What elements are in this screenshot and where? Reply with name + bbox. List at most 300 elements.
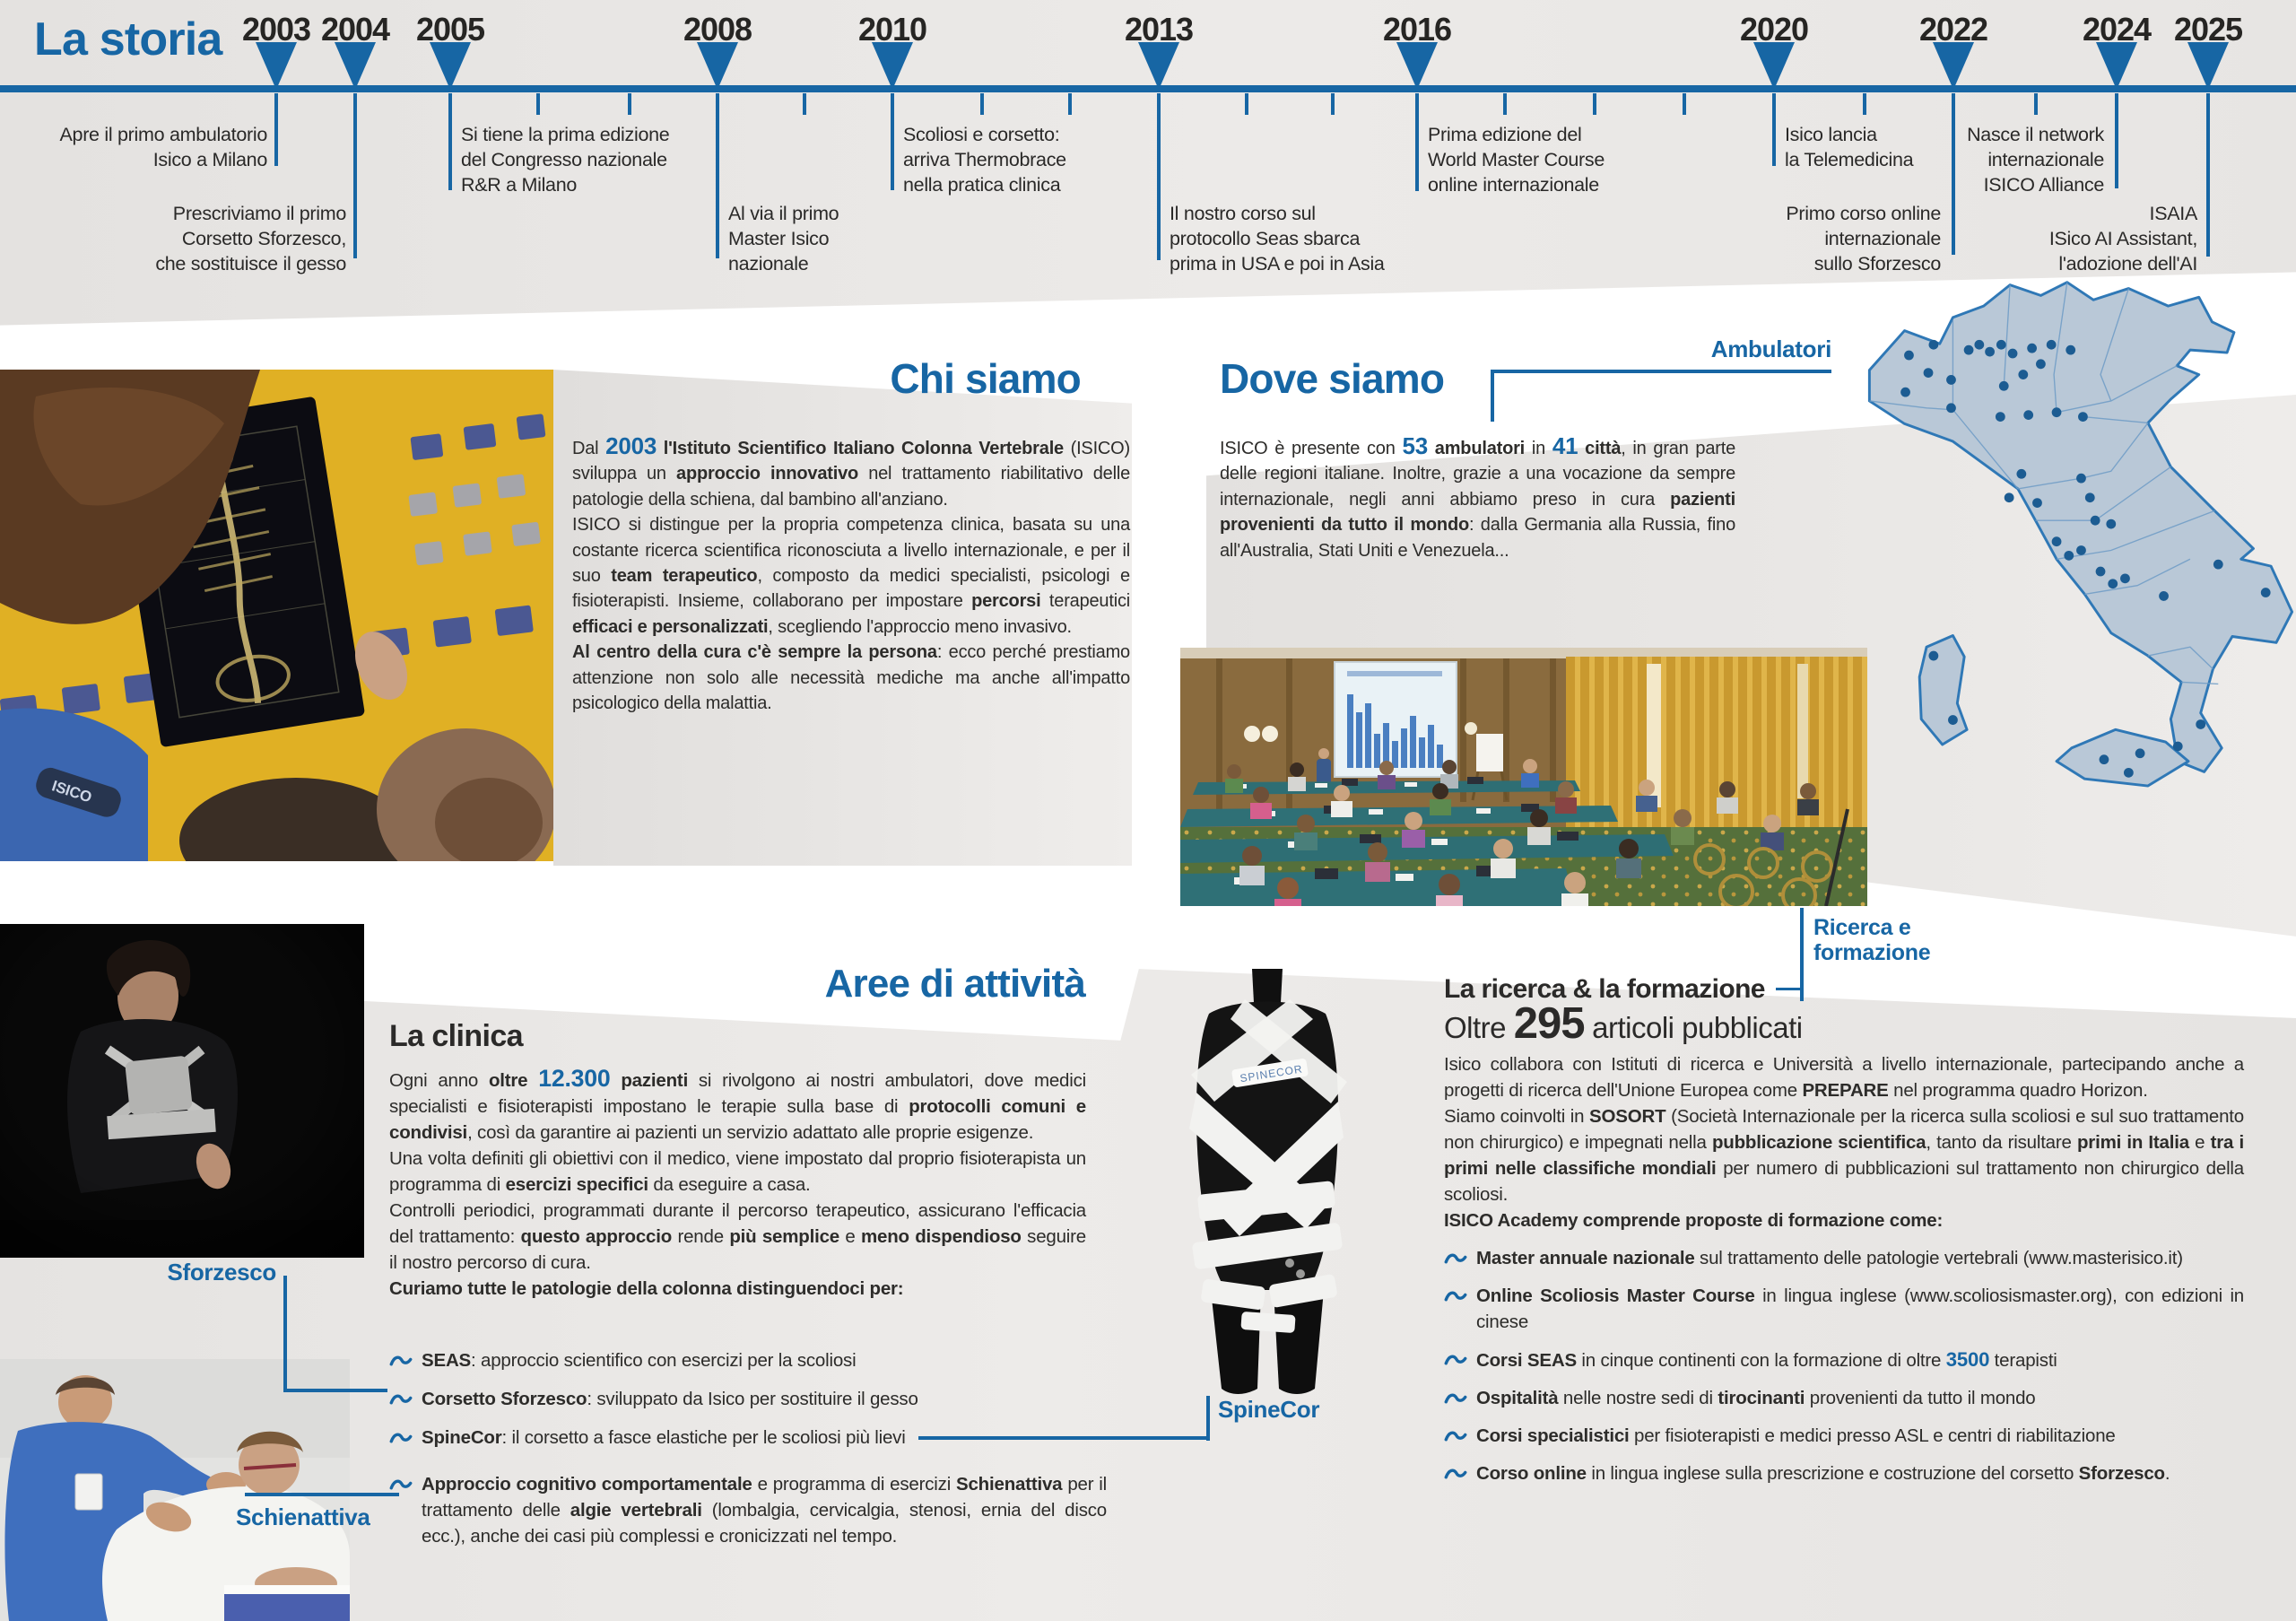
dove-siamo-title: Dove siamo bbox=[1220, 355, 1445, 402]
bullet-text bbox=[422, 1386, 1125, 1412]
timeline-minor-tick bbox=[1068, 93, 1072, 115]
bullet-text bbox=[1476, 1423, 2244, 1449]
list-item bbox=[1444, 1460, 2244, 1486]
text-segment: protocolli comuni e condivisi bbox=[389, 1096, 1086, 1143]
text-segment: . bbox=[2164, 1463, 2170, 1484]
clinica-title: La clinica bbox=[389, 1019, 523, 1053]
clinic-dot bbox=[2052, 536, 2062, 546]
clinic-dot bbox=[2261, 588, 2271, 597]
text-segment: , scegliendo l'approccio meno invasivo. bbox=[768, 616, 1072, 637]
spine-curve-bullet-icon bbox=[1444, 1429, 1467, 1442]
schienattiva-label: Schienattiva bbox=[236, 1503, 370, 1530]
text-segment: più semplice bbox=[729, 1226, 839, 1247]
text-segment: per il trattamento delle bbox=[422, 1474, 1107, 1521]
physio-photo bbox=[0, 1359, 350, 1621]
text-segment: sul trattamento delle patologie vertebrali (www.masterisico.it) bbox=[1694, 1248, 2183, 1268]
timeline-minor-tick bbox=[1245, 93, 1248, 115]
clinic-dot bbox=[1929, 651, 1939, 661]
text-segment: oltre bbox=[488, 1070, 528, 1091]
aree-title: Aree di attività bbox=[824, 962, 1085, 1006]
text-segment: : ecco perché prestiamo attenzione non solo alle necessità mediche ma anche all'impatto psicologico della malattia. bbox=[572, 642, 1130, 714]
clinic-dot bbox=[1904, 351, 1914, 361]
chi-siamo-title: Chi siamo bbox=[890, 355, 1081, 402]
timeline-event-text bbox=[60, 122, 268, 172]
clinic-dot bbox=[2018, 370, 2028, 379]
ambulatori-connector-v bbox=[1491, 370, 1494, 422]
clinic-dot bbox=[1974, 340, 1984, 350]
timeline-minor-tick bbox=[628, 93, 631, 115]
xray-photo bbox=[0, 370, 553, 861]
timeline-event-text-line: Nasce il network bbox=[1967, 124, 2104, 145]
timeline-marker-icon bbox=[697, 42, 738, 90]
text-segment: team terapeutico bbox=[611, 566, 758, 587]
timeline-year: 2024 bbox=[2082, 11, 2152, 48]
clinic-dot bbox=[2173, 742, 2183, 752]
timeline-marker-icon bbox=[335, 42, 376, 90]
ricerca-bullets bbox=[1444, 1245, 2244, 1486]
clinic-dot bbox=[2091, 516, 2100, 526]
timeline-marker-icon bbox=[2187, 42, 2229, 90]
clinic-dot bbox=[2005, 492, 2014, 502]
text-segment: Corso online bbox=[1476, 1463, 1587, 1484]
text-segment: Sforzesco bbox=[2078, 1463, 2165, 1484]
bullet-icon bbox=[389, 1477, 413, 1491]
clinic-dot bbox=[2076, 545, 2086, 555]
timeline-minor-tick bbox=[803, 93, 806, 115]
clinic-dot bbox=[1996, 412, 2005, 422]
paragraph bbox=[389, 1276, 1086, 1302]
bullet-text bbox=[422, 1347, 1125, 1373]
timeline-event-line bbox=[1157, 93, 1161, 260]
text-segment: Corsetto Sforzesco bbox=[422, 1389, 587, 1409]
text-segment: Ogni anno bbox=[389, 1070, 489, 1091]
timeline-minor-tick bbox=[1331, 93, 1335, 115]
timeline-year: 2004 bbox=[320, 11, 390, 48]
list-item bbox=[1444, 1346, 2244, 1373]
timeline-event-text-line: sullo Sforzesco bbox=[1813, 253, 1941, 275]
ricerca-label-line2: formazione bbox=[1813, 940, 1931, 965]
timeline-event-text-line: R&R a Milano bbox=[461, 174, 578, 196]
text-segment: 53 bbox=[1402, 432, 1428, 459]
spinecor-strap-label: SPINECOR bbox=[1239, 1062, 1304, 1085]
text-segment: tra i primi nelle classifiche mondiali bbox=[1444, 1132, 2244, 1179]
timeline-event-text-line: Prescriviamo il primo bbox=[172, 203, 346, 224]
text-segment bbox=[657, 439, 664, 458]
timeline-event-text-line: ISAIA bbox=[2149, 203, 2197, 224]
clinic-dot bbox=[2032, 498, 2042, 508]
clinic-dot bbox=[2036, 359, 2046, 369]
text-segment: l'Istituto Scientifico Italiano Colonna Vertebrale bbox=[663, 439, 1064, 458]
clinica-bullet-schienattiva bbox=[389, 1471, 1107, 1549]
text-segment: Approccio cognitivo comportamentale bbox=[422, 1474, 752, 1495]
ricerca-text bbox=[1444, 1051, 2244, 1233]
timeline-event-line bbox=[1952, 93, 1955, 255]
bullet-icon bbox=[389, 1354, 413, 1367]
clinic-dot bbox=[1996, 340, 2006, 350]
text-segment: nel trattamento riabilitativo delle patologie della schiena, dal bambino all'anziano. bbox=[572, 464, 1130, 510]
sforzesco-label: Sforzesco bbox=[167, 1259, 276, 1285]
timeline-event-text bbox=[155, 201, 346, 276]
text-segment: , tanto da risultare bbox=[1926, 1132, 2077, 1153]
timeline-event-text bbox=[903, 122, 1066, 197]
clinic-dot bbox=[1985, 347, 1995, 357]
spinecor-photo bbox=[1155, 967, 1379, 1407]
text-segment: e bbox=[2188, 1132, 2211, 1153]
clinic-dot bbox=[2135, 748, 2145, 758]
clinic-dot bbox=[2196, 719, 2205, 729]
text-segment: per numero di pubblicazioni sul trattamento non chirurgico della scoliosi. bbox=[1444, 1158, 2244, 1205]
text-segment: SpineCor bbox=[422, 1427, 502, 1448]
ricerca-label-line1: Ricerca e bbox=[1813, 915, 1911, 940]
text-segment: Al centro della cura c'è sempre la persona bbox=[572, 642, 937, 663]
text-segment: : sviluppato da Isico per sostituire il gesso bbox=[587, 1389, 918, 1409]
sforzesco-photo bbox=[0, 924, 364, 1258]
text-segment: Dal bbox=[572, 439, 606, 458]
timeline-year: 2025 bbox=[2173, 11, 2243, 48]
text-segment: Curiamo tutte le patologie della colonna distinguendoci per: bbox=[389, 1278, 904, 1299]
timeline-event-text bbox=[2049, 201, 2197, 276]
list-item bbox=[1444, 1423, 2244, 1449]
paragraph bbox=[1220, 433, 1735, 563]
timeline-event-text-line: nella pratica clinica bbox=[903, 174, 1061, 196]
bullet-icon bbox=[1444, 1353, 1467, 1366]
timeline-event-text-line: online internazionale bbox=[1428, 174, 1599, 196]
sforzesco-connector-h bbox=[283, 1389, 387, 1392]
text-segment: Schienattiva bbox=[956, 1474, 1063, 1495]
list-item bbox=[1444, 1385, 2244, 1411]
timeline-event-text-line: Isico a Milano bbox=[152, 149, 267, 170]
clinica-bullet-seas bbox=[389, 1347, 1125, 1373]
timeline-event-text-line: la Telemedicina bbox=[1785, 149, 1914, 170]
spine-curve-bullet-icon bbox=[389, 1431, 413, 1444]
spine-curve-bullet-icon bbox=[389, 1477, 413, 1491]
timeline-marker-icon bbox=[430, 42, 471, 90]
timeline-event-text-line: ISICO Alliance bbox=[1983, 174, 2104, 196]
spinecor-connector-rule bbox=[918, 1436, 1208, 1440]
text-segment: Una volta definiti gli obiettivi con il medico, viene impostato dal proprio fisioterapista un programma di bbox=[389, 1148, 1086, 1195]
text-segment: Oltre bbox=[1444, 1011, 1514, 1044]
clinic-dot bbox=[2047, 340, 2057, 350]
text-segment: primi in Italia bbox=[2076, 1132, 2189, 1153]
bullet-icon bbox=[1444, 1429, 1467, 1442]
timeline-event-text-line: protocollo Seas sbarca bbox=[1170, 228, 1361, 249]
clinic-dot bbox=[1946, 403, 1956, 413]
clinic-dot bbox=[1929, 340, 1939, 350]
text-segment: , composto da medici specialisti, psicologi e fisioterapisti. Insieme, collaborano per impostare bbox=[572, 566, 1130, 612]
timeline-event-text bbox=[728, 201, 839, 276]
text-segment: , così da garantire ai pazienti un servizio adattato alle proprie esigenze. bbox=[467, 1122, 1034, 1143]
bullet-text bbox=[1476, 1346, 2244, 1373]
timeline-marker-icon bbox=[1753, 42, 1795, 90]
timeline-event-line bbox=[353, 93, 357, 258]
text-segment: : approccio scientifico con esercizi per la scoliosi bbox=[471, 1350, 857, 1371]
clinic-dot bbox=[2085, 492, 2095, 502]
text-segment bbox=[1578, 439, 1585, 458]
timeline-event-text-line: internazionale bbox=[1824, 228, 1941, 249]
paragraph bbox=[572, 640, 1130, 716]
timeline-event-text-line: Prima edizione del bbox=[1428, 124, 1582, 145]
clinic-dot bbox=[2016, 469, 2026, 479]
paragraph bbox=[389, 1146, 1086, 1198]
timeline-year: 2016 bbox=[1382, 11, 1452, 48]
timeline-event-text-line: Si tiene la prima edizione bbox=[461, 124, 670, 145]
timeline-event-text-line: ISico AI Assistant, bbox=[2048, 228, 2197, 249]
paragraph bbox=[1444, 1103, 2244, 1207]
text-segment: approccio innovativo bbox=[676, 464, 859, 484]
text-segment: Master annuale nazionale bbox=[1476, 1248, 1695, 1268]
text-segment: , in gran parte delle regioni italiane. Inoltre, grazie a una vocazione da sempre internazionale, negli anni abbiamo preso in cura bbox=[1220, 439, 1736, 510]
bullet-text bbox=[1476, 1385, 2244, 1411]
spinecor-connector-v bbox=[1206, 1396, 1210, 1441]
paragraph bbox=[572, 512, 1130, 640]
text-segment: ISICO si distingue per la propria competenza clinica, basata su una costante ricerca scientifica riconosciuta a livello internazionale, e per il suo bbox=[572, 515, 1130, 587]
text-segment: in lingua inglese (www.scoliosismaster.org), con edizioni in cinese bbox=[1476, 1285, 2244, 1332]
clinic-dot bbox=[1900, 388, 1910, 397]
text-segment: (ISICO) sviluppa un bbox=[572, 439, 1130, 484]
timeline-event-text-line: nazionale bbox=[728, 253, 809, 275]
text-segment: pazienti provenienti da tutto il mondo bbox=[1220, 489, 1735, 536]
bullet-icon bbox=[1444, 1251, 1467, 1265]
clinic-dot bbox=[1924, 368, 1934, 378]
text-segment: (Società Internazionale per la ricerca sulla scoliosi e sul suo trattamento non chirurgico) e impegnati nella bbox=[1444, 1106, 2244, 1153]
timeline-marker-icon bbox=[2096, 42, 2137, 90]
text-segment bbox=[527, 1070, 538, 1091]
text-segment: Ospitalità bbox=[1476, 1388, 1559, 1408]
timeline-minor-tick bbox=[1503, 93, 1507, 115]
text-segment: articoli pubblicati bbox=[1584, 1011, 1803, 1044]
bullet-text bbox=[422, 1425, 906, 1451]
text-segment: Siamo coinvolti in bbox=[1444, 1106, 1590, 1127]
text-segment: pubblicazione scientifica bbox=[1711, 1132, 1926, 1153]
spine-curve-bullet-icon bbox=[1444, 1353, 1467, 1366]
text-segment: in bbox=[1525, 439, 1552, 458]
timeline-event-text bbox=[1786, 201, 1941, 276]
ricerca-formazione-label bbox=[1813, 915, 1930, 965]
timeline-event-text-line: Apre il primo ambulatorio bbox=[59, 124, 267, 145]
text-segment: Online Scoliosis Master Course bbox=[1476, 1285, 1755, 1306]
clinic-dot bbox=[2052, 407, 2062, 417]
text-segment: Controlli periodici, programmati durante il percorso terapeutico, assicurano l'efficacia del trattamento: bbox=[389, 1200, 1086, 1247]
clinic-dot bbox=[2106, 519, 2116, 529]
timeline-event-line bbox=[274, 93, 278, 166]
timeline-event-text-line: arriva Thermobrace bbox=[903, 149, 1066, 170]
paragraph bbox=[572, 433, 1130, 512]
bullet-text bbox=[422, 1471, 1107, 1549]
clinic-dot bbox=[2124, 768, 2134, 778]
timeline-marker-icon bbox=[1396, 42, 1438, 90]
clinic-dot bbox=[2078, 412, 2088, 422]
timeline-event-line bbox=[1772, 93, 1776, 166]
text-segment: (lombalgia, cervicalgia, stenosi, ernia del disco ecc.), anche dei casi più complessi e cronicizzati nel tempo. bbox=[422, 1500, 1107, 1547]
text-segment bbox=[611, 1070, 622, 1091]
clinic-dot bbox=[1948, 715, 1958, 725]
bullet-icon bbox=[389, 1431, 413, 1444]
conference-photo bbox=[1180, 648, 1867, 906]
paragraph bbox=[389, 1198, 1086, 1276]
spine-curve-bullet-icon bbox=[389, 1392, 413, 1406]
timeline-event-text-line: Il nostro corso sul bbox=[1170, 203, 1316, 224]
timeline-marker-icon bbox=[1138, 42, 1179, 90]
text-segment: per fisioterapisti e medici presso ASL e centri di riabilitazione bbox=[1629, 1425, 2116, 1446]
bullet-text bbox=[1476, 1283, 2244, 1335]
text-segment: 3500 bbox=[1945, 1348, 1990, 1371]
timeline-minor-tick bbox=[1863, 93, 1866, 115]
timeline-marker-icon bbox=[256, 42, 297, 90]
spine-curve-bullet-icon bbox=[389, 1354, 413, 1367]
timeline-minor-tick bbox=[1593, 93, 1596, 115]
text-segment: seguire il nostro percorso di cura. bbox=[389, 1226, 1086, 1273]
page-title: La storia bbox=[34, 13, 222, 65]
timeline-year: 2008 bbox=[683, 11, 752, 48]
clinic-dot bbox=[1964, 345, 1974, 355]
text-segment: nel programma quadro Horizon. bbox=[1888, 1080, 2148, 1101]
ricerca-section bbox=[1444, 976, 2244, 1486]
text-segment: Isico collabora con Istituti di ricerca e Università a livello internazionale, partecipando anche a progetti di ricerca dell'Unione Europea come bbox=[1444, 1054, 2244, 1101]
text-segment: meno dispendioso bbox=[860, 1226, 1022, 1247]
spine-curve-bullet-icon bbox=[1444, 1251, 1467, 1265]
timeline-event-text-line: che sostituisce il gesso bbox=[155, 253, 346, 275]
italy-map bbox=[1821, 269, 2296, 788]
timeline-event-line bbox=[2115, 93, 2118, 188]
clinica-bullet-sforzesco bbox=[389, 1386, 1125, 1412]
list-item bbox=[1444, 1245, 2244, 1271]
list-item bbox=[1444, 1283, 2244, 1335]
bullet-icon bbox=[1444, 1289, 1467, 1303]
clinic-dot bbox=[2213, 560, 2223, 570]
text-segment: efficaci e personalizzati bbox=[572, 616, 769, 637]
spine-curve-bullet-icon bbox=[1444, 1391, 1467, 1405]
clinic-dot bbox=[1946, 375, 1956, 385]
timeline-event-text-line: l'adozione dell'AI bbox=[2058, 253, 2197, 275]
clinic-dot bbox=[2008, 349, 2018, 359]
clinic-dot bbox=[1999, 381, 2009, 391]
spinecor-label: SpineCor bbox=[1218, 1396, 1320, 1423]
text-segment: città bbox=[1585, 439, 1622, 458]
text-segment: : dalla Germania alla Russia, fino all'Australia, Stati Uniti e Venezuela... bbox=[1220, 515, 1735, 561]
timeline-event-text-line: Isico lancia bbox=[1785, 124, 1877, 145]
timeline-marker-icon bbox=[872, 42, 913, 90]
clinic-dot bbox=[2064, 551, 2074, 561]
timeline-event-line bbox=[1415, 93, 1419, 191]
clinic-dot bbox=[2023, 410, 2033, 420]
timeline-year: 2013 bbox=[1124, 11, 1194, 48]
text-segment: Corsi specialistici bbox=[1476, 1425, 1630, 1446]
clinic-dot bbox=[2100, 754, 2109, 764]
timeline-event-text-line: del Congresso nazionale bbox=[461, 149, 667, 170]
text-segment: provenienti da tutto il mondo bbox=[1805, 1388, 2036, 1408]
timeline-event-text-line: Master Isico bbox=[728, 228, 830, 249]
clinic-dot bbox=[2027, 344, 2037, 353]
timeline-year: 2022 bbox=[1918, 11, 1988, 48]
ricerca-title-row bbox=[1444, 976, 1803, 1002]
text-segment: 2003 bbox=[605, 432, 657, 459]
text-segment: esercizi specifici bbox=[505, 1174, 648, 1195]
paragraph bbox=[389, 1066, 1086, 1146]
text-segment: rende bbox=[672, 1226, 730, 1247]
text-segment: tirocinanti bbox=[1718, 1388, 1805, 1408]
text-segment: ISICO Academy comprende proposte di formazione come: bbox=[1444, 1210, 1944, 1231]
clinic-dot bbox=[2120, 573, 2130, 583]
timeline-event-text-line: Corsetto Sforzesco, bbox=[181, 228, 346, 249]
text-segment: terapisti bbox=[1989, 1350, 2057, 1371]
paragraph bbox=[1444, 1207, 2244, 1233]
timeline-minor-tick bbox=[1683, 93, 1686, 115]
text-segment: ISICO è presente con bbox=[1220, 439, 1403, 458]
timeline-event-line bbox=[891, 93, 894, 190]
timeline-year: 2005 bbox=[415, 11, 485, 48]
text-segment: PREPARE bbox=[1802, 1080, 1889, 1101]
bullet-text bbox=[1476, 1460, 2244, 1486]
bullet-icon bbox=[389, 1392, 413, 1406]
text-segment: SOSORT bbox=[1589, 1106, 1666, 1127]
xray-cap-label: ISICO bbox=[49, 777, 94, 806]
bullet-text bbox=[1476, 1245, 2244, 1271]
timeline-event-text-line: World Master Course bbox=[1428, 149, 1605, 170]
text-segment: 41 bbox=[1552, 432, 1578, 459]
ambulatori-label: Ambulatori bbox=[1710, 336, 1831, 362]
ricerca-title: La ricerca & la formazione bbox=[1444, 974, 1765, 1004]
timeline-event-line bbox=[2206, 93, 2210, 257]
timeline-event-text-line: Scoliosi e corsetto: bbox=[903, 124, 1060, 145]
paragraph bbox=[1444, 1051, 2244, 1103]
text-segment: si rivolgono ai nostri ambulatori, dove medici specialisti e fisioterapisti impostano le terapie sulla base di bbox=[389, 1070, 1086, 1117]
text-segment: nelle nostre sedi di bbox=[1558, 1388, 1718, 1408]
timeline-event-text-line: prima in USA e poi in Asia bbox=[1170, 253, 1385, 275]
text-segment: da eseguire a casa. bbox=[648, 1174, 811, 1195]
timeline-year: 2010 bbox=[857, 11, 927, 48]
timeline-event-line bbox=[448, 93, 452, 190]
timeline-event-text bbox=[1785, 122, 1913, 172]
clinic-dot bbox=[2108, 579, 2118, 588]
text-segment: Corsi SEAS bbox=[1476, 1350, 1577, 1371]
clinic-dot bbox=[2096, 567, 2106, 577]
ambulatori-connector-h bbox=[1491, 370, 1831, 373]
timeline-event-text-line: Primo corso online bbox=[1786, 203, 1941, 224]
text-segment: 295 bbox=[1513, 999, 1585, 1048]
clinic-dot bbox=[2159, 591, 2169, 601]
text-segment: e programma di esercizi bbox=[752, 1474, 956, 1495]
clinica-text bbox=[389, 1066, 1086, 1302]
timeline-event-text bbox=[461, 122, 669, 197]
text-segment: : il corsetto a fasce elastiche per le scoliosi più lievi bbox=[501, 1427, 906, 1448]
clinic-dot bbox=[2076, 474, 2086, 484]
text-segment: pazienti bbox=[621, 1070, 689, 1091]
text-segment: 12.300 bbox=[538, 1065, 611, 1092]
bullet-icon bbox=[1444, 1391, 1467, 1405]
timeline-event-text-line: Al via il primo bbox=[728, 203, 839, 224]
timeline-event-text bbox=[1170, 201, 1385, 276]
timeline-year: 2003 bbox=[241, 11, 311, 48]
bullet-icon bbox=[1444, 1467, 1467, 1480]
text-segment bbox=[1428, 439, 1435, 458]
timeline-event-text-line: internazionale bbox=[1987, 149, 2104, 170]
timeline-year: 2020 bbox=[1739, 11, 1809, 48]
chi-siamo-text bbox=[572, 433, 1130, 716]
clinica-bullet-spinecor bbox=[389, 1425, 1208, 1451]
dove-siamo-text bbox=[1220, 433, 1735, 563]
clinic-dot bbox=[2066, 345, 2075, 355]
text-segment: in lingua inglese sulla prescrizione e costruzione del corsetto bbox=[1586, 1463, 2079, 1484]
timeline-event-text bbox=[1967, 122, 2104, 197]
sforzesco-connector-v bbox=[283, 1276, 287, 1391]
spine-curve-bullet-icon bbox=[1444, 1289, 1467, 1303]
ricerca-subtitle bbox=[1444, 999, 2244, 1048]
text-segment: questo approccio bbox=[520, 1226, 673, 1247]
timeline-event-text bbox=[1428, 122, 1605, 197]
ricerca-title-rule bbox=[1776, 988, 1803, 991]
timeline-minor-tick bbox=[536, 93, 540, 115]
timeline-minor-tick bbox=[2034, 93, 2038, 115]
